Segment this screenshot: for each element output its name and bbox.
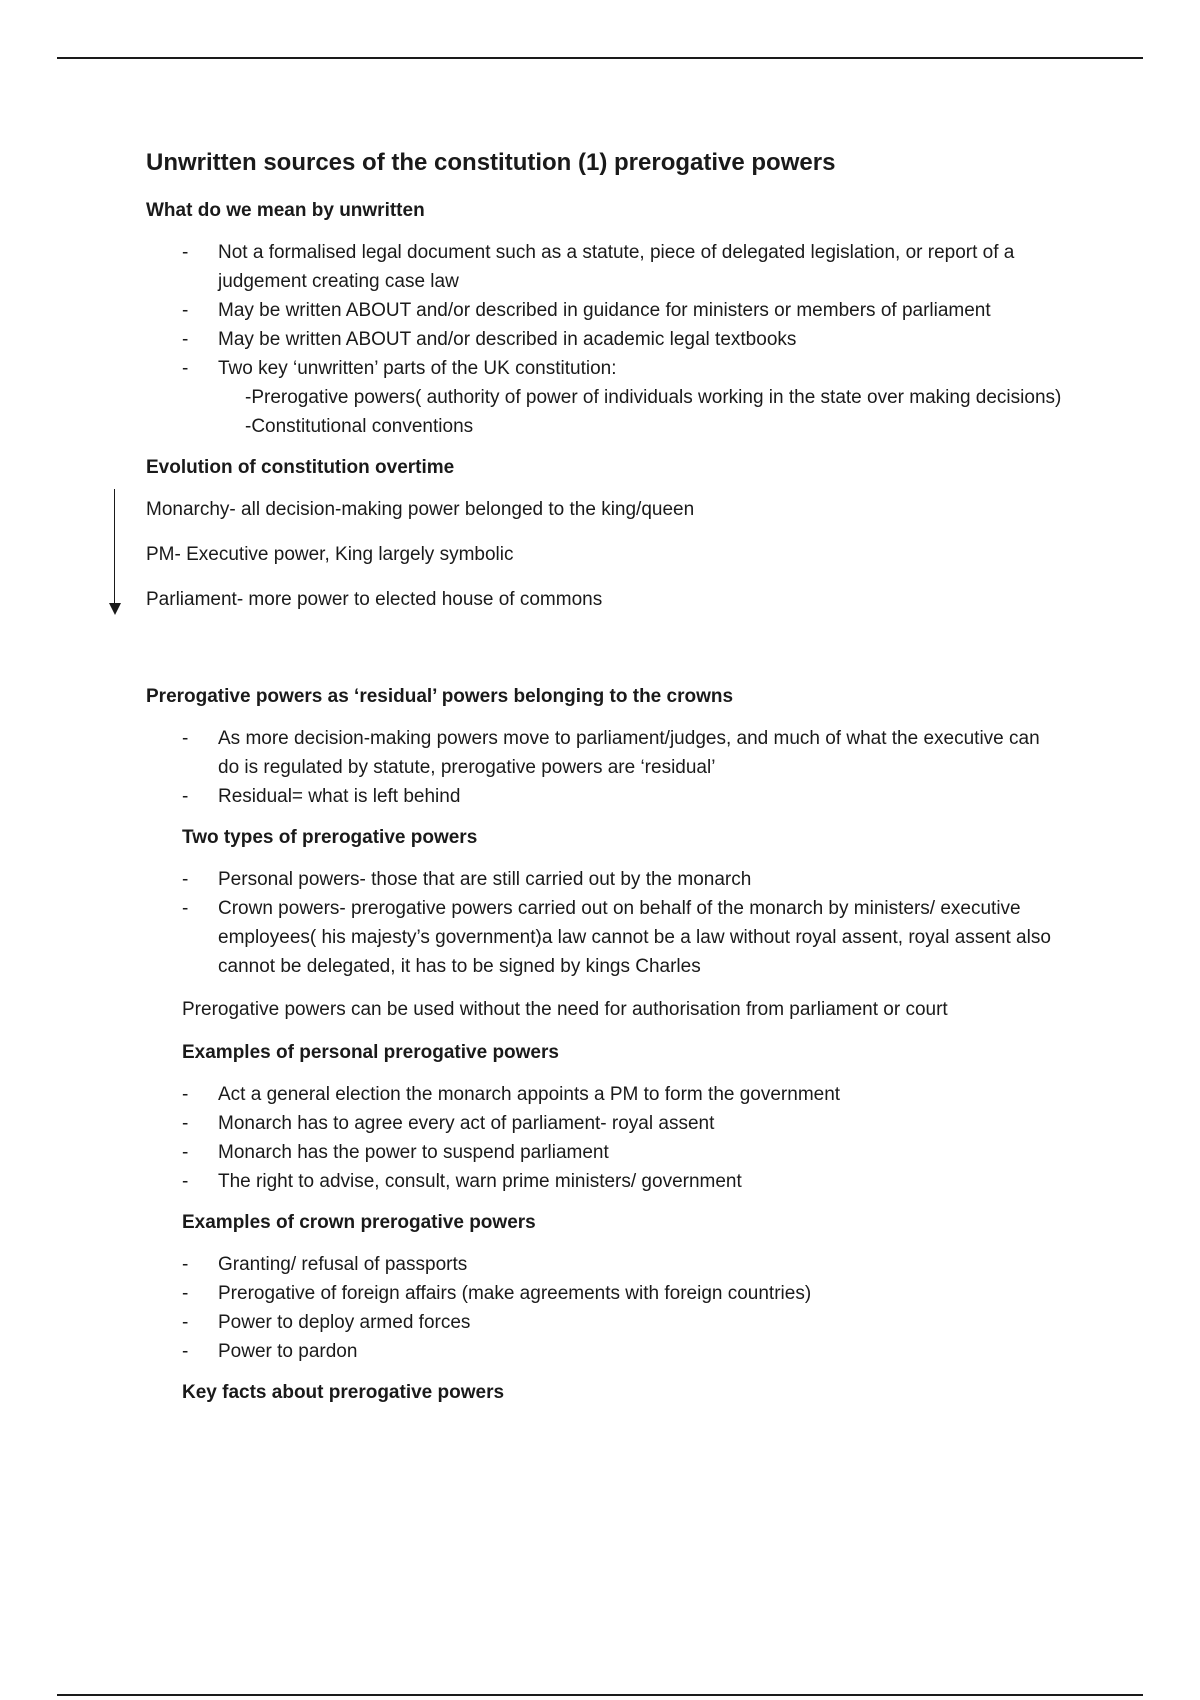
document-body [146, 146, 1066, 1420]
crown-examples-list [146, 1250, 1066, 1366]
types-list [146, 865, 1066, 981]
evolution-heading: Evolution of constitution overtime [146, 457, 455, 478]
list-item: - The right to advise, consult, warn prime ministers/ government [146, 1167, 1066, 1196]
list-item: - Personal powers- those that are still carried out by the monarch [146, 865, 1066, 894]
types-heading: Two types of prerogative powers [182, 827, 478, 848]
evolution-stage-monarchy: Monarchy- all decision-making power belonged to the king/queen [146, 499, 695, 520]
personal-examples-heading: Examples of personal prerogative powers [182, 1042, 559, 1063]
list-item: - May be written ABOUT and/or described in academic legal textbooks [146, 325, 1066, 354]
evolution-timeline [146, 495, 1066, 614]
list-item: - Residual= what is left behind [146, 782, 1066, 811]
sub-item-prerogative: -Prerogative powers( authority of power of individuals working in the state over making decisions) [245, 387, 1062, 408]
list-item: - Not a formalised legal document such as a statute, piece of delegated legislation, or report of a judgement creating case law [146, 238, 1066, 296]
list-item: - Granting/ refusal of passports [146, 1250, 1066, 1279]
footer-rule [57, 1694, 1143, 1696]
header-rule [57, 57, 1143, 59]
list-item: - Act a general election the monarch appoints a PM to form the government [146, 1080, 1066, 1109]
list-item: - Power to deploy armed forces [146, 1308, 1066, 1337]
evolution-stage-pm: PM- Executive power, King largely symbolic [146, 544, 514, 565]
list-item: - May be written ABOUT and/or described in guidance for ministers or members of parliament [146, 296, 1066, 325]
residual-heading: Prerogative powers as ‘residual’ powers belonging to the crowns [146, 686, 734, 707]
list-item: - Monarch has to agree every act of parliament- royal assent [146, 1109, 1066, 1138]
key-facts-heading: Key facts about prerogative powers [182, 1382, 505, 1403]
list-item: - Monarch has the power to suspend parliament [146, 1138, 1066, 1167]
crown-examples-heading: Examples of crown prerogative powers [182, 1212, 536, 1233]
personal-examples-list [146, 1080, 1066, 1196]
list-item: - Power to pardon [146, 1337, 1066, 1366]
list-item: - Prerogative of foreign affairs (make agreements with foreign countries) [146, 1279, 1066, 1308]
unwritten-list [146, 238, 1066, 441]
unwritten-heading: What do we mean by unwritten [146, 200, 425, 221]
list-item: - Crown powers- prerogative powers carried out on behalf of the monarch by ministers/ executive employees( his majesty’s government)a law cannot be a law without royal assent, royal assent also cannot be delegated, it has to be signed by kings Charles [146, 894, 1066, 981]
list-item: - Two key ‘unwritten’ parts of the UK constitution: [146, 354, 1066, 383]
evolution-stage-parliament: Parliament- more power to elected house of commons [146, 589, 603, 610]
residual-list [146, 724, 1066, 811]
timeline-arrow-line [114, 489, 115, 605]
page-title: Unwritten sources of the constitution (1) prerogative powers [146, 149, 836, 176]
list-item: - As more decision-making powers move to parliament/judges, and much of what the executive can do is regulated by statute, prerogative powers are ‘residual’ [146, 724, 1066, 782]
arrow-down-icon [109, 603, 121, 615]
types-note: Prerogative powers can be used without the need for authorisation from parliament or court [182, 999, 948, 1020]
sub-item-conventions: -Constitutional conventions [245, 416, 474, 437]
